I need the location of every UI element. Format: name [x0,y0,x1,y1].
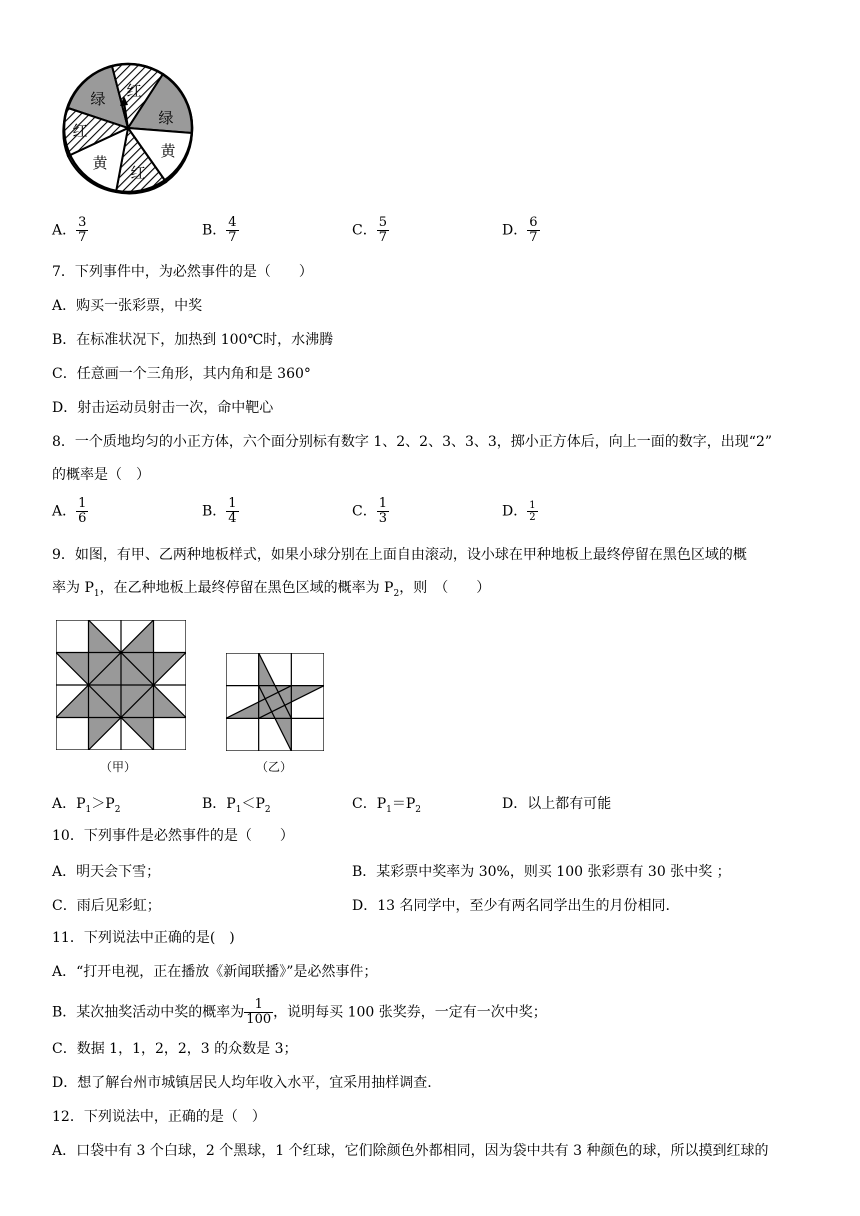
floor-pattern-jia [56,620,186,750]
q10-option-c: C．雨后见彩虹； [52,898,161,914]
q11-stem: 11．下列说法中正确的是( ) [52,930,235,946]
q7-option-d: D．射击运动员射击一次，命中靶心 [52,400,274,416]
q8-stem-line2: 的概率是（ ） [52,467,150,483]
q10-option-d: D．13 名同学中，至少有两名同学出生的月份相同. [352,898,670,914]
q8-option-c: C． $\frac{1}{3}$ [352,496,387,526]
spinner-label: 红 [72,122,88,140]
q11-option-a: A．“打开电视，正在播放《新闻联播》”是必然事件； [52,964,378,980]
q7-option-b: B．在标准状况下，加热到 100℃时，水沸腾 [52,332,334,348]
q11-option-d: D．想了解台州市城镇居民人均年收入水平，宜采用抽样调查. [52,1075,432,1091]
q10-stem: 10．下列事件是必然事件的是（ ） [52,828,294,844]
q7-option-c: C．任意画一个三角形，其内角和是 360° [52,366,311,382]
spinner-label: 绿 [90,90,106,108]
q12-option-a: A．口袋中有 3 个白球，2 个黑球，1 个红球，它们除颜色外都相同，因为袋中共有 3 种颜色的球，所以摸到红球的 [52,1143,769,1159]
q7-option-a: A．购买一张彩票，中奖 [52,298,203,314]
spinner-label: 黄 [92,154,108,172]
spinner-label: 黄 [160,142,176,160]
q8-option-b: B． $\frac{1}{4}$ [202,496,237,526]
q9-option-a: A．$P_1>P_2$ [52,796,121,815]
q8-option-d: D． $\frac{1}{2}$ [502,500,536,523]
q7-stem: 7．下列事件中，为必然事件的是（ ） [52,264,313,280]
q9-stem-line2: 率为 $P_1$，在乙种地板上最终停留在黑色区域的概率为 $P_2$，则 （ ） [52,580,491,599]
q9-option-d: D．以上都有可能 [502,796,612,812]
q6-option-a: A． $\frac{3}{7}$ [52,215,87,245]
caption-yi: （乙） [256,760,293,774]
spinner-figure [58,60,198,200]
q9-option-c: C．$P_1=P_2$ [352,796,422,815]
spinner-label: 红 [130,164,146,182]
q8-option-a: A． $\frac{1}{6}$ [52,496,87,526]
q12-stem: 12．下列说法中，正确的是（ ） [52,1109,266,1125]
q11-option-c: C．数据 1，1，2，2，3 的众数是 3； [52,1041,298,1057]
q9-option-b: B．$P_1<P_2$ [202,796,271,815]
floor-pattern-yi [226,653,324,751]
spinner-label: 绿 [158,109,174,127]
q10-option-a: A．明天会下雪； [52,864,161,880]
q9-stem-line1: 9．如图，有甲、乙两种地板样式，如果小球分别在上面自由滚动，设小球在甲种地板上最终停留在黑色区域的概 [52,547,747,563]
q10-option-b: B．某彩票中奖率为 30%，则买 100 张彩票有 30 张中奖 ； [352,864,731,880]
caption-jia: （甲） [100,760,137,774]
q6-option-d: D． $\frac{6}{7}$ [502,215,538,245]
q11-option-b: B．某次抽奖活动中奖的概率为 $\frac{1}{100}$ ，说明每买 100 张奖券，一定有一次中奖； [52,997,547,1027]
q8-stem-line1: 8．一个质地均匀的小正方体，六个面分别标有数字 1、2、2、3、3、3，掷小正方体后，向上一面的数字，出现“2” [52,434,773,450]
q6-option-c: C． $\frac{5}{7}$ [352,215,387,245]
q6-option-b: B． $\frac{4}{7}$ [202,215,237,245]
spinner-label: 红 [126,82,142,100]
